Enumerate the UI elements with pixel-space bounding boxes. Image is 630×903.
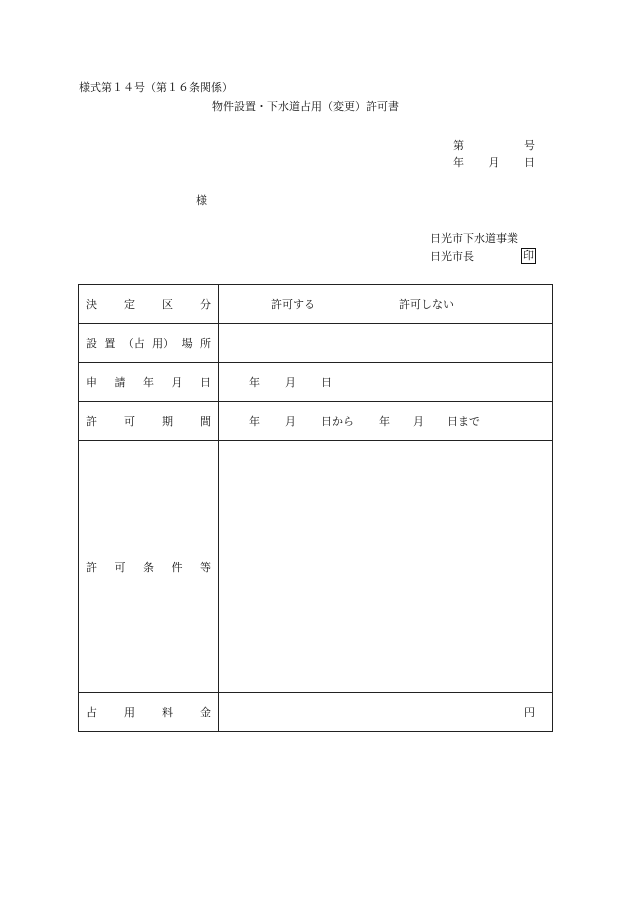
table-row-location	[79, 324, 553, 363]
label-char: 分	[200, 298, 211, 311]
issuer-organization: 日光市下水道事業	[430, 232, 518, 245]
label-char: 料	[162, 706, 173, 719]
label-char: 定	[124, 298, 135, 311]
seal-stamp: 印	[523, 249, 534, 262]
label-char: 金	[200, 706, 211, 719]
table-row-decision	[79, 285, 553, 324]
conditions-cell[interactable]	[219, 441, 553, 693]
label-char: 場	[181, 337, 193, 350]
label-char: 許	[86, 415, 97, 428]
row-label	[79, 402, 219, 441]
label-char: （占	[122, 337, 145, 350]
period-start-month: 月	[285, 415, 296, 428]
row-label	[79, 285, 219, 324]
label-char: 用）	[152, 337, 175, 350]
table-row-conditions	[79, 441, 553, 693]
label-char: 期	[162, 415, 173, 428]
label-char: 請	[114, 376, 126, 389]
label-char: 置	[104, 337, 116, 350]
label-char: 可	[124, 415, 135, 428]
period-start-day: 日から	[321, 415, 354, 428]
label-char: 区	[162, 298, 173, 311]
fee-cell[interactable]	[219, 693, 553, 732]
table-row-application-date	[79, 363, 553, 402]
label-char: 日	[200, 376, 211, 389]
issue-year: 年	[453, 156, 464, 169]
permit-form-table	[78, 284, 553, 732]
row-label	[79, 363, 219, 402]
issue-month: 月	[488, 156, 500, 169]
table-row-fee	[79, 693, 553, 732]
issuer-title: 日光市長	[430, 250, 474, 263]
option-deny[interactable]: 許可しない	[399, 298, 454, 311]
label-char: 許	[86, 560, 97, 574]
label-char: 用	[124, 706, 135, 719]
label-char: 決	[86, 298, 97, 311]
label-char: 月	[171, 376, 183, 389]
row-label	[79, 441, 219, 693]
number-prefix: 第	[453, 139, 464, 152]
issue-date-line	[453, 156, 535, 170]
decision-cell	[219, 285, 553, 324]
table-row-permit-period	[79, 402, 553, 441]
addressee-honorific: 様	[196, 194, 207, 207]
form-number: 様式第１４号（第１６条関係）	[79, 81, 233, 94]
label-char: 占	[86, 706, 97, 719]
label-char: 件	[171, 560, 183, 574]
yen-unit: 円	[524, 706, 535, 719]
label-char: 申	[86, 376, 97, 389]
permit-period-cell[interactable]	[219, 402, 553, 441]
period-start-year: 年	[249, 415, 260, 428]
label-char: 所	[199, 337, 211, 350]
label-char: 設	[86, 337, 97, 350]
period-end-year: 年	[379, 415, 390, 428]
date-day: 日	[321, 376, 332, 389]
location-cell[interactable]	[219, 324, 553, 363]
date-year: 年	[249, 376, 260, 389]
period-end-month: 月	[413, 415, 424, 428]
issue-day: 日	[524, 156, 535, 169]
option-permit[interactable]: 許可する	[271, 298, 315, 311]
label-char: 間	[200, 415, 211, 428]
row-label	[79, 324, 219, 363]
period-end-day: 日まで	[447, 415, 480, 428]
document-number-line	[453, 139, 535, 153]
number-suffix: 号	[524, 139, 535, 152]
label-char: 年	[143, 376, 154, 389]
document-title: 物件設置・下水道占用（変更）許可書	[212, 100, 399, 113]
date-month: 月	[285, 376, 296, 389]
label-char: 可	[114, 560, 126, 574]
row-label	[79, 693, 219, 732]
label-char: 条	[143, 560, 154, 574]
application-date-cell[interactable]	[219, 363, 553, 402]
label-char: 等	[200, 560, 211, 574]
